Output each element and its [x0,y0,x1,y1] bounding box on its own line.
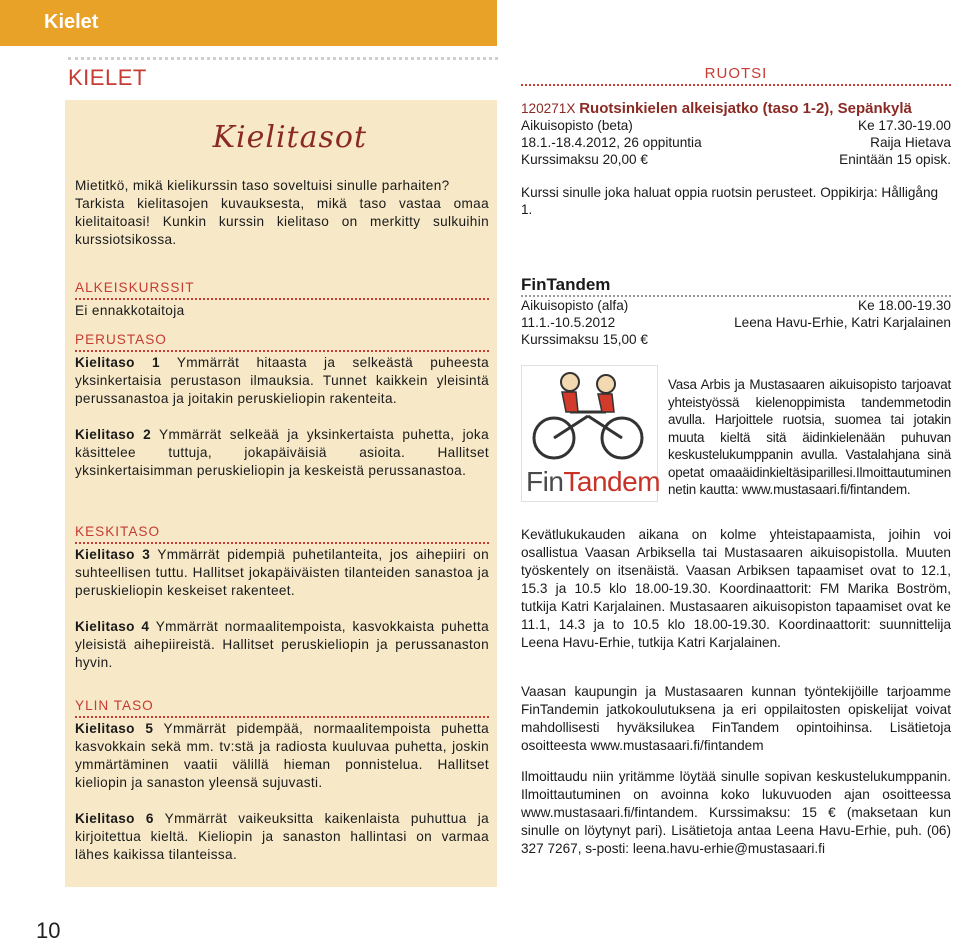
intro-text [75,177,489,249]
course-fee: Kurssimaksu 20,00 € [521,152,648,167]
course-info-row [521,314,951,331]
course-code: 120271X [521,101,576,116]
page-number: 10 [36,918,61,943]
course-info-row [521,297,951,314]
section-alkeis [75,279,489,320]
page-title: KIELET [68,65,147,90]
section-heading: YLIN TASO [75,697,489,718]
fintandem-paragraph-2: Vaasan kaupungin ja Mustasaaren kunnan työntekijöille tarjoamme FinTandemin jatkokoulutuksena ja eri oppilaitosten opiskelijat voivat mahdollisesti hyväksilukea FinTandem opintoihinsa. Lisätietoja osoitteesta www.mustasaari.fi/fintandem [521,684,951,753]
course-teachers: Leena Havu-Erhie, Katri Karjalainen [734,315,951,330]
course-time: Ke 18.00-19.30 [858,298,951,313]
course-info-row [521,151,951,168]
section-heading: KESKITASO [75,523,489,544]
ruotsi-heading: RUOTSI [521,65,951,86]
course-dates: 11.1.-10.5.2012 [521,315,616,330]
level-2-description [75,426,489,480]
level-text: Ymmärrät hitaasta ja selkeästä puheesta yksinkertaisia perustason ilmauksia. Tunnet kaikkein yleisintä perussanastoa ja joitakin peruskieliopin rakenteita. [75,355,489,406]
tandem-bicycle-icon [522,366,657,466]
fintandem-paragraph-1: Kevätlukukauden aikana on kolme yhteistapaamista, joihin voi osallistua Vaasan Arbiksella tai Mustasaaren aikuisopistolla. Muuten työskentely on itsenäistä. Vaasan Arbiksen tapaamiset ovat to 12.1, 15.3 ja 10.5 klo 18.00-19.30. Koordinaattorit: FM Marika Boström, tutkija Katri Karjalainen. Mustasaaren aikuisopiston tapaamiset ovat ke 11.1, 14.3 ja to 10.5 klo 18.00-19.30. Koordinaattorit: suunnittelija Leena Havu-Erhie, tutkija Katri Karjalainen. [521,527,951,650]
course-header [521,100,951,117]
ruotsi-course [521,100,951,218]
level-label: Kielitaso 4 [75,619,150,634]
level-1-description [75,354,489,408]
level-text: Ymmärrät pidempiä puhetilanteita, jos aihepiiri on suhteellisen tuttu. Hallitset jokapäiväisten tilanteiden sanastoa ja peruskieliopin keskeiset rakenteet. [75,547,489,598]
section-text: Ei ennakkotaitoja [75,303,185,318]
level-label: Kielitaso 6 [75,811,154,826]
level-label: Kielitaso 1 [75,355,160,370]
intro-question: Mietitkö, mikä kielikurssin taso soveltuisi sinulle parhaiten? [75,178,450,193]
level-5-description [75,720,489,792]
fintandem-course [521,276,951,348]
intro-instruction: Tarkista kielitasojen kuvauksesta, mikä taso vastaa omaa kielitaitoasi! Kunkin kurssin kielitaso on merkitty sulkuihin kurssiotsikossa. [75,196,489,247]
level-label: Kielitaso 3 [75,547,151,562]
course-fee: Kurssimaksu 15,00 € [521,332,648,347]
level-text: Ymmärrät normaalitempoista, kasvokkaista puhetta yleisistä aihepiireistä. Hallitset peruskieliopin ja perussanaston hyvin. [75,619,489,670]
course-description: Kurssi sinulle joka haluat oppia ruotsin perusteet. Oppikirja: Hålligång 1. [521,185,939,217]
fintandem-paragraph-3: Ilmoittaudu niin yritämme löytää sinulle sopivan keskustelukumppanin. Ilmoittautuminen on avoinna koko lukuvuoden ajan osoitteessa www.mustasaari.fi/fintandem. Kurssimaksu: 15 € (maksetaan kun sinulle on löytynyt pari). Lisätietoja antaa Leena Havu-Erhie, puh. (06) 327 7267, s-posti: leena.havu-erhie@mustasaari.fi [521,769,951,856]
level-4-description [75,618,489,672]
logo-tandem: Tandem [563,466,661,497]
course-place: Aikuisopisto (beta) [521,118,633,133]
level-text: Ymmärrät pidempää, normaalitempoista puhetta kasvokkain sekä mm. tv:stä ja radiosta kuuluvaa puhetta, joskin ymmärtäminen vaatii välillä hieman ponnistelua. Hallitset kieliopin ja sanaston yleensä sujuvasti. [75,721,489,790]
course-dates: 18.1.-18.4.2012, 26 oppituntia [521,135,702,150]
course-limit: Enintään 15 opisk. [839,152,951,167]
fintandem-logo [521,365,661,502]
fintandem-side-text: Vasa Arbis ja Mustasaaren aikuisopisto tarjoavat yhteistyössä kielenoppimista tandemmetodin avulla. Harjoittele ruotsia, suomea tai jotakin muuta kieltä sitä äidinkielenään puhuvan keskustelukumppanin avulla. Vastalahjana sinä opetat omaaäidinkieltäsiparillesi.Ilmoittautuminen netin kautta: www.mustasaari.fi/fintandem. [668,377,951,498]
level-text: Ymmärrät vaikeuksitta kaikenlaista puhuttua ja kirjoitettua kieltä. Kieliopin ja sanaston hallintasi on varmaa lähes kaikissa tilanteissa. [75,811,489,862]
course-info-row [521,117,951,134]
dotted-divider [68,57,498,60]
course-time: Ke 17.30-19.00 [858,118,951,133]
level-text: Ymmärrät selkeää ja yksinkertaista puhetta, joka käsittelee tuttuja, jokapäiväisiä asioita. Hallitset yksinkertaisimman peruskieliopin ja keskeistä perussanastoa. [75,427,489,478]
section-perustaso [75,331,489,480]
language-levels-panel [65,100,497,887]
fintandem-title: FinTandem [521,276,951,297]
level-3-description [75,546,489,600]
section-heading: ALKEISKURSSIT [75,279,489,300]
section-ylin [75,697,489,864]
section-tab [0,0,497,46]
course-title: Ruotsinkielen alkeisjatko (taso 1-2), Sepänkylä [579,100,912,117]
course-teacher: Raija Hietava [870,135,951,150]
level-6-description [75,810,489,864]
section-heading: PERUSTASO [75,331,489,352]
course-place: Aikuisopisto (alfa) [521,298,629,313]
level-label: Kielitaso 5 [75,721,154,736]
course-info-row [521,134,951,151]
section-keskitaso [75,523,489,672]
logo-fin: Fin [526,466,564,497]
level-label: Kielitaso 2 [75,427,151,442]
section-tab-label: Kielet [44,11,99,33]
logo-wordmark [526,466,660,498]
panel-title: Kielitasot [212,120,367,155]
